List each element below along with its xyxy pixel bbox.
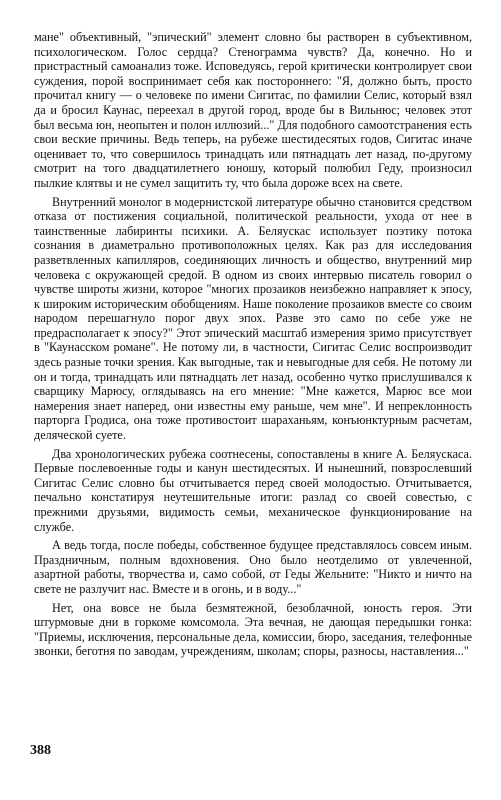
body-text bbox=[34, 30, 472, 659]
paragraph-4: А ведь тогда, после победы, собственное будущее представлялось совсем иным. Праздничным, полным вдохновения. Оно было неотделимо от увлеченной, азартной работы, творчества и, само собой, от Геды Жельните: "Никто и ничто на свете не разлучит нас. Вместе и в огонь, и в воду..." bbox=[34, 538, 472, 596]
paragraph-1: мане" объективный, "эпический" элемент словно бы растворен в субъективном, психологическом. Голос сердца? Стенограмма чувств? Да, конечно. Но и пристрастный самоанализ тоже. Исповедуясь, герой критически контролирует свои суждения, порой воспринимает себя как постороннего: "Я, должно быть, просто прочитал книгу — о человеке по имени Сигитас, по фамилии Селис, который взял да и бросил Каунас, переехал в другой город, вроде бы в Вильнюс; человек этот был весьма юн, неопытен и полон иллюзий..." Для подобного самоотстранения есть свои веские причины. Ведь теперь, на рубеже шестидесятых годов, Сигитас иначе оценивает то, что совершилось тринадцать или пятнадцать лет назад, по-другому смотрит на того двадцатилетнего юношу, который полюбил Геду, произносил пылкие клятвы и не сумел защитить ту, что была дороже всех на свете. bbox=[34, 30, 472, 190]
paragraph-5: Нет, она вовсе не была безмятежной, безоблачной, юность героя. Эти штурмовые дни в горкоме комсомола. Эта вечная, не дающая передышки гонка: "Приемы, исключения, персональные дела, комиссии, бюро, заседания, телефонные звонки, беготня по заводам, учреждениям, школам; споры, разносы, наставления..." bbox=[34, 600, 472, 659]
paragraph-3: Два хронологических рубежа соотнесены, сопоставлены в книге А. Беляускаса. Первые послевоенные годы и канун шестидесятых. И нынешний, повзрослевший Сигитас Селис словно бы отчитывается перед своей молодостью. Отчитывается, печально констатируя неутешительные итоги: разлад со своей совестью, с прежними друзьями, видимость семьи, механическое функционирование на службе. bbox=[34, 446, 472, 534]
page-number: 388 bbox=[30, 743, 51, 758]
paragraph-2: Внутренний монолог в модернистской литературе обычно становится средством отказа от постижения социальной, политической реальности, ухода от нее в таинственные лабиринты психики. А. Беляускас использует поэтику потока сознания в диаметрально противоположных целях. Как раз для исследования разветвленных капилляров, соединяющих личность и общество, внутренний мир человека с окружающей средой. В одном из своих интервью писатель говорил о чувстве широты жизни, которое "многих прозаиков неизбежно направляет к эпосу, к широким историческим обобщениям. Наше поколение прозаиков вместе со своим народом перешагнуло порог двух эпох. Разве это само по себе уже не предрасполагает к эпосу?" Этот эпический масштаб измерения зримо присутствует в "Каунасском романе". Не потому ли, в частности, Сигитас Селис воспроизводит здесь разные точки зрения. Как выгодные, так и невыгодные для себя. Не потому ли он и тогда, тринадцать или пятнадцать лет назад, особенно чутко прислушивался к сварщику Марюсу, оглядываясь на его мнение: "Мне кажется, Марюс все мои намерения знает наперед, они известны ему раньше, чем мне". И непреклонность парторга Гродиса, она тоже противостоит шараханьям, конъюнктурным расчетам, деляческой суете. bbox=[34, 194, 472, 443]
